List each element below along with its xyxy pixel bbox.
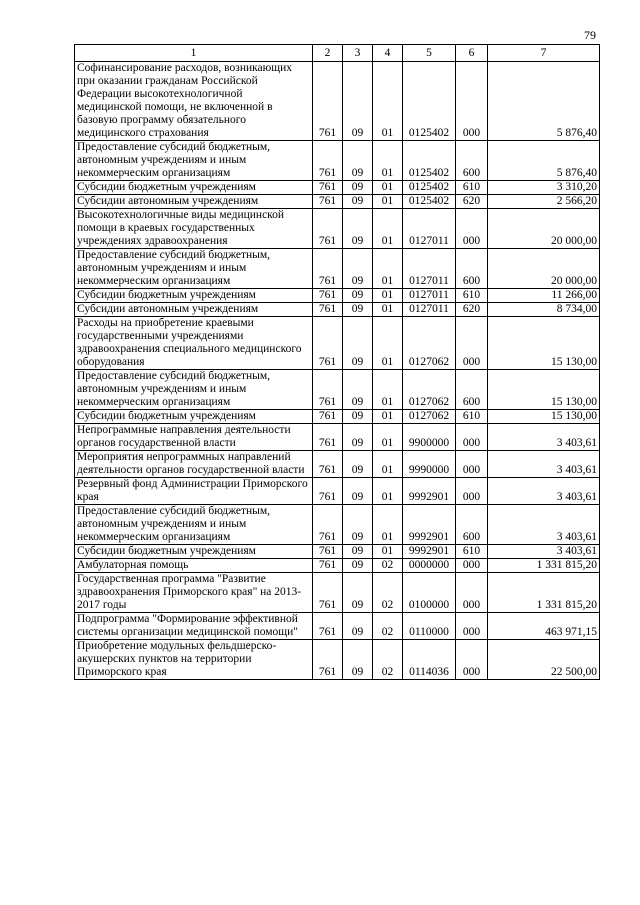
row-code-2: 761	[313, 573, 343, 613]
row-code-2: 761	[313, 640, 343, 680]
table-row	[75, 424, 600, 451]
row-code-5: 0127011	[403, 289, 456, 303]
row-code-3: 09	[343, 424, 373, 451]
row-code-5: 0127062	[403, 317, 456, 370]
row-code-6: 600	[456, 249, 488, 289]
row-code-5: 0127062	[403, 410, 456, 424]
row-code-4: 02	[373, 640, 403, 680]
row-amount: 3 403,61	[488, 424, 600, 451]
column-header: 2	[313, 45, 343, 62]
row-amount: 22 500,00	[488, 640, 600, 680]
row-name: Предоставление субсидий бюджетным, автономным учреждениям и иным некоммерческим организациям	[75, 249, 313, 289]
row-code-2: 761	[313, 505, 343, 545]
row-amount: 8 734,00	[488, 303, 600, 317]
row-code-6: 000	[456, 559, 488, 573]
row-code-6: 000	[456, 478, 488, 505]
row-code-4: 02	[373, 613, 403, 640]
row-code-2: 761	[313, 559, 343, 573]
row-amount: 463 971,15	[488, 613, 600, 640]
row-code-6: 600	[456, 370, 488, 410]
row-code-3: 09	[343, 195, 373, 209]
row-amount: 5 876,40	[488, 141, 600, 181]
table-row	[75, 249, 600, 289]
row-code-4: 01	[373, 370, 403, 410]
row-code-6: 610	[456, 181, 488, 195]
row-code-4: 02	[373, 573, 403, 613]
row-code-4: 01	[373, 505, 403, 545]
row-amount: 20 000,00	[488, 209, 600, 249]
row-code-3: 09	[343, 141, 373, 181]
row-code-3: 09	[343, 410, 373, 424]
row-code-2: 761	[313, 613, 343, 640]
row-code-5: 0100000	[403, 573, 456, 613]
row-code-3: 09	[343, 249, 373, 289]
row-amount: 1 331 815,20	[488, 559, 600, 573]
row-code-2: 761	[313, 370, 343, 410]
table-body	[75, 62, 600, 680]
row-code-3: 09	[343, 303, 373, 317]
row-name: Софинансирование расходов, возникающих при оказании гражданам Российской Федерации высокотехнологичной медицинской помощи, не включенной в базовую программу обязательного медицинского страхования	[75, 62, 313, 141]
table-row	[75, 141, 600, 181]
row-name: Субсидии бюджетным учреждениям	[75, 181, 313, 195]
column-header: 7	[488, 45, 600, 62]
row-name: Амбулаторная помощь	[75, 559, 313, 573]
row-code-2: 761	[313, 289, 343, 303]
row-amount: 3 403,61	[488, 478, 600, 505]
row-code-5: 0125402	[403, 62, 456, 141]
row-code-5: 9992901	[403, 478, 456, 505]
row-code-4: 01	[373, 545, 403, 559]
row-code-2: 761	[313, 195, 343, 209]
row-name: Мероприятия непрограммных направлений деятельности органов государственной власти	[75, 451, 313, 478]
row-code-3: 09	[343, 62, 373, 141]
row-name: Предоставление субсидий бюджетным, автономным учреждениям и иным некоммерческим организациям	[75, 141, 313, 181]
row-code-6: 610	[456, 289, 488, 303]
row-code-3: 09	[343, 478, 373, 505]
row-name: Государственная программа "Развитие здравоохранения Приморского края" на 2013-2017 годы	[75, 573, 313, 613]
row-code-6: 000	[456, 613, 488, 640]
row-code-6: 610	[456, 545, 488, 559]
row-amount: 15 130,00	[488, 317, 600, 370]
row-amount: 11 266,00	[488, 289, 600, 303]
row-name: Субсидии автономным учреждениям	[75, 195, 313, 209]
row-code-2: 761	[313, 209, 343, 249]
table-row	[75, 640, 600, 680]
table-row	[75, 317, 600, 370]
page-number: 79	[584, 28, 596, 42]
row-code-4: 01	[373, 317, 403, 370]
table-row	[75, 545, 600, 559]
row-code-2: 761	[313, 303, 343, 317]
row-name: Предоставление субсидий бюджетным, автономным учреждениям и иным некоммерческим организациям	[75, 505, 313, 545]
row-code-4: 01	[373, 410, 403, 424]
row-code-3: 09	[343, 505, 373, 545]
row-code-3: 09	[343, 573, 373, 613]
row-code-4: 01	[373, 195, 403, 209]
table-row	[75, 62, 600, 141]
column-header: 4	[373, 45, 403, 62]
row-name: Субсидии бюджетным учреждениям	[75, 410, 313, 424]
row-code-6: 000	[456, 640, 488, 680]
row-code-4: 01	[373, 141, 403, 181]
row-code-5: 9992901	[403, 505, 456, 545]
row-name: Субсидии бюджетным учреждениям	[75, 545, 313, 559]
row-code-4: 01	[373, 478, 403, 505]
row-code-4: 01	[373, 424, 403, 451]
row-code-3: 09	[343, 451, 373, 478]
column-header: 1	[75, 45, 313, 62]
row-amount: 1 331 815,20	[488, 573, 600, 613]
table-row	[75, 613, 600, 640]
table-row	[75, 451, 600, 478]
row-code-5: 0110000	[403, 613, 456, 640]
row-code-6: 000	[456, 62, 488, 141]
row-name: Подпрограмма "Формирование эффективной системы организации медицинской помощи"	[75, 613, 313, 640]
row-name: Субсидии автономным учреждениям	[75, 303, 313, 317]
row-code-6: 600	[456, 141, 488, 181]
row-code-3: 09	[343, 317, 373, 370]
row-code-6: 620	[456, 195, 488, 209]
row-code-2: 761	[313, 410, 343, 424]
row-amount: 2 566,20	[488, 195, 600, 209]
row-code-5: 0125402	[403, 141, 456, 181]
table-row	[75, 573, 600, 613]
row-name: Субсидии бюджетным учреждениям	[75, 289, 313, 303]
row-code-6: 000	[456, 209, 488, 249]
row-code-5: 9900000	[403, 424, 456, 451]
row-amount: 3 403,61	[488, 545, 600, 559]
row-code-2: 761	[313, 424, 343, 451]
table-row	[75, 410, 600, 424]
row-code-4: 01	[373, 62, 403, 141]
row-code-6: 000	[456, 573, 488, 613]
row-code-3: 09	[343, 289, 373, 303]
row-code-5: 9990000	[403, 451, 456, 478]
row-code-3: 09	[343, 559, 373, 573]
row-amount: 20 000,00	[488, 249, 600, 289]
table-row	[75, 370, 600, 410]
row-amount: 5 876,40	[488, 62, 600, 141]
row-code-5: 0127011	[403, 303, 456, 317]
header-row	[75, 45, 600, 62]
row-code-5: 0127011	[403, 249, 456, 289]
row-code-2: 761	[313, 317, 343, 370]
row-name: Непрограммные направления деятельности органов государственной власти	[75, 424, 313, 451]
table-row	[75, 505, 600, 545]
row-code-4: 01	[373, 181, 403, 195]
row-code-4: 01	[373, 451, 403, 478]
row-code-6: 600	[456, 505, 488, 545]
row-code-3: 09	[343, 613, 373, 640]
row-code-6: 000	[456, 424, 488, 451]
table-row	[75, 289, 600, 303]
row-code-6: 620	[456, 303, 488, 317]
row-amount: 3 310,20	[488, 181, 600, 195]
row-code-3: 09	[343, 370, 373, 410]
column-header: 6	[456, 45, 488, 62]
row-amount: 15 130,00	[488, 370, 600, 410]
row-code-5: 0000000	[403, 559, 456, 573]
row-code-3: 09	[343, 209, 373, 249]
row-code-4: 02	[373, 559, 403, 573]
column-header: 5	[403, 45, 456, 62]
table-row	[75, 181, 600, 195]
row-code-6: 000	[456, 317, 488, 370]
row-code-4: 01	[373, 249, 403, 289]
table-row	[75, 195, 600, 209]
row-code-4: 01	[373, 303, 403, 317]
row-code-2: 761	[313, 478, 343, 505]
budget-table	[74, 44, 600, 680]
row-code-5: 0127062	[403, 370, 456, 410]
row-code-4: 01	[373, 289, 403, 303]
row-code-3: 09	[343, 640, 373, 680]
row-name: Приобретение модульных фельдшерско-акушерских пунктов на территории Приморского края	[75, 640, 313, 680]
row-code-5: 0114036	[403, 640, 456, 680]
row-name: Высокотехнологичные виды медицинской помощи в краевых государственных учреждениях здравоохранения	[75, 209, 313, 249]
row-code-6: 610	[456, 410, 488, 424]
table-row	[75, 559, 600, 573]
row-code-5: 0125402	[403, 181, 456, 195]
row-amount: 3 403,61	[488, 505, 600, 545]
row-amount: 3 403,61	[488, 451, 600, 478]
row-name: Предоставление субсидий бюджетным, автономным учреждениям и иным некоммерческим организациям	[75, 370, 313, 410]
row-code-4: 01	[373, 209, 403, 249]
row-amount: 15 130,00	[488, 410, 600, 424]
row-code-2: 761	[313, 141, 343, 181]
row-code-2: 761	[313, 181, 343, 195]
row-code-5: 0125402	[403, 195, 456, 209]
row-code-5: 9992901	[403, 545, 456, 559]
row-code-3: 09	[343, 545, 373, 559]
row-code-2: 761	[313, 62, 343, 141]
row-code-3: 09	[343, 181, 373, 195]
column-header: 3	[343, 45, 373, 62]
row-code-6: 000	[456, 451, 488, 478]
row-code-2: 761	[313, 451, 343, 478]
table-row	[75, 303, 600, 317]
row-name: Расходы на приобретение краевыми государственными учреждениями здравоохранения специального медицинского оборудования	[75, 317, 313, 370]
row-code-2: 761	[313, 545, 343, 559]
table-row	[75, 478, 600, 505]
row-code-2: 761	[313, 249, 343, 289]
row-code-5: 0127011	[403, 209, 456, 249]
row-name: Резервный фонд Администрации Приморского края	[75, 478, 313, 505]
table-row	[75, 209, 600, 249]
